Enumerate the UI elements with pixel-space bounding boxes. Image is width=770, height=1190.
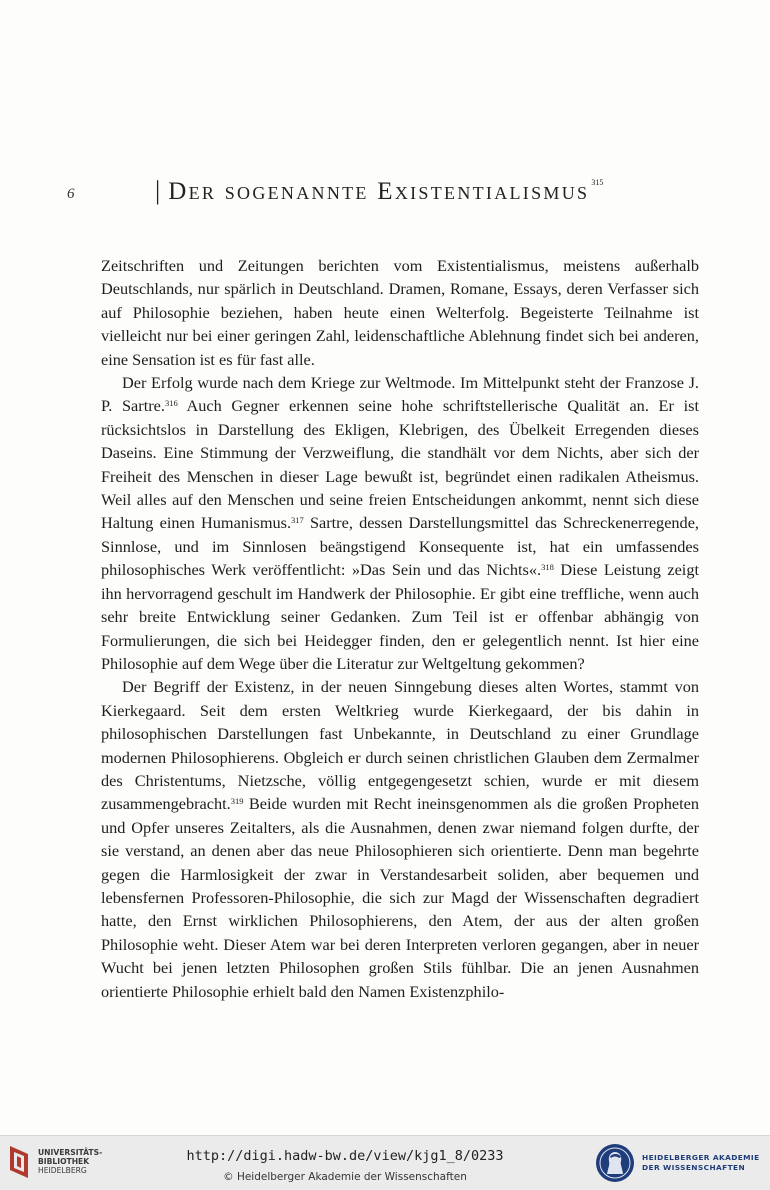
paragraph-3-text-b: Beide wurden mit Recht ineinsgenommen als die großen Propheten und Opfer unseres Zeitalters, als die Ausnahmen, denen zwar niemand folgen durfte, der sie verstand, an denen aber das neue Philosophieren sich orientierte. Denn man begehrte gegen die Harmlosigkeit der zwar in Verstandesarbeit soliden, aber bequemen und lebensfernen Professoren-Philosophie, die sich zur Magd der Wissenschaften degradiert hatte, den Ernst wirklichen Philosophierens, den Atem, der aus der alten großen Philosophie weht. Dieser Atem war bei deren Interpreten verloren gegangen, aber in neuer Wucht bei jenen letzten Philosophen großen Stils fühlbar. Die an jenen Ausnahmen orientierte Philosophie erhielt bald den Namen Existenzphilo- [101, 794, 699, 1001]
copyright-notice: © Heidelberger Akademie der Wissenschaften [223, 1171, 467, 1183]
paragraph-1: Zeitschriften und Zeitungen berichten vom Existentialismus, meistens außerhalb Deutschlands, nur spärlich in Deutschland. Dramen, Romane, Essays, deren Verfasser sich auf Philosophie beziehen, haben heute einen Welterfolg. Begeisterte Teilnahme ist vielleicht nur bei einer geringen Zahl, leidenschaftliche Ablehnung findet sich bei anderen, eine Sensation ist es für fast alle. [101, 256, 699, 369]
header-title: Der sogenannte Existentialismus [168, 178, 590, 205]
paragraph-2-text-a: Der Erfolg wurde nach dem Kriege zur Weltmode. Im Mittelpunkt steht der Franzose J. P. Sartre. [101, 373, 699, 416]
page-number: 6 [67, 186, 75, 202]
academy-name[interactable] [642, 1153, 760, 1172]
source-url-link[interactable]: http://digi.hadw-bw.de/view/kjg1_8/0233 [186, 1148, 504, 1164]
footnote-ref-317[interactable]: 317 [291, 515, 304, 526]
ub-line-3: HEIDELBERG [38, 1166, 87, 1175]
footnote-ref-318[interactable]: 318 [541, 562, 554, 573]
header-bar: | [155, 176, 161, 205]
paragraph-3-text-a: Der Begriff der Existenz, in der neuen Sinngebung dieses alten Wortes, stammt von Kierkegaard. Seit dem ersten Weltkrieg wurde Kierkegaard, der bis dahin in philosophischen Darstellungen fast Unbekannte, in Deutschland zu einer Grundlage modernen Philosophierens. Obgleich er durch seinen christlichen Glauben dem Zermalmer des Christentums, Nietzsche, völlig entgegengesetzt schien, wurde er mit diesem zusammengebracht. [101, 677, 699, 814]
ub-line-1: UNIVERSITÄTS- [38, 1148, 103, 1157]
paragraph-2-text-c: Sartre, dessen Darstellungsmittel das Schreckenerregende, Sinnlose, und im Sinnlosen beängstigend Konsequente ist, hat ein umfassendes philosophisches Werk veröffentlicht: »Das Sein und das Nichts«. [101, 513, 699, 580]
footnote-ref-316[interactable]: 316 [164, 398, 178, 409]
paragraph-2-text-b: Auch Gegner erkennen seine hohe schriftstellerische Qualität an. Er ist rücksichtslos in Darstellung des Ekligen, Klebrigen, des Übelkeit Erregenden dieses Daseins. Eine Stimmung der Verzweiflung, die standhält vor dem Nichts, aber sich der Freiheit des Menschen in dieser Lage bewußt ist, begründet einen radikalen Atheismus. Weil alles auf den Menschen und seine freien Entscheidungen ankommt, nennt sich diese Haltung einen Humanismus. [101, 396, 699, 533]
paragraph-2 [101, 371, 699, 675]
academy-seal-icon[interactable] [595, 1143, 635, 1183]
footer-bar [0, 1135, 770, 1190]
footnote-ref-319[interactable]: 319 [230, 796, 244, 807]
body-text [101, 254, 699, 1003]
paragraph-2-text-d: Diese Leistung zeigt ihn hervorragend geschult im Handwerk der Philosophie. Er gibt eine treffliche, wenn auch sehr breite Entwicklung seiner Gedanken. Zum Teil ist er offenbar abhängig von Formulierungen, die sich bei Heidegger finden, den er gelegentlich nennt. Ist hier eine Philosophie auf dem Wege über die Literatur zur Weltgeltung gekommen? [101, 560, 699, 673]
academy-line-1: HEIDELBERGER AKADEMIE [642, 1153, 760, 1162]
running-header [155, 176, 715, 206]
academy-line-2: DER WISSENSCHAFTEN [642, 1162, 746, 1172]
header-footnote-ref[interactable]: 315 [591, 178, 604, 187]
ub-line-2: BIBLIOTHEK [38, 1157, 90, 1166]
paragraph-3 [101, 675, 699, 1003]
